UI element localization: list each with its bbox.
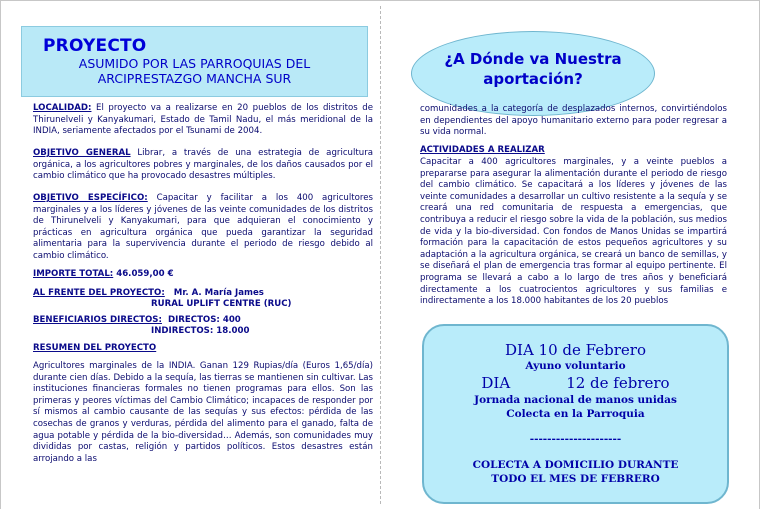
resumen-heading: RESUMEN DEL PROYECTO (33, 343, 157, 353)
question-line-2: aportación? (483, 70, 583, 88)
beneficiarios-line (33, 315, 241, 325)
separator-line: --------------------- (529, 433, 622, 445)
actividades-heading: ACTIVIDADES A REALIZAR (420, 145, 545, 155)
dia-12-date: 12 de febrero (566, 374, 670, 392)
objetivo-general-label: OBJETIVO GENERAL (33, 148, 131, 158)
importe-label: IMPORTE TOTAL: (33, 269, 114, 279)
objetivo-especifico-paragraph (33, 193, 373, 263)
localidad-label: LOCALIDAD: (33, 103, 92, 113)
objetivo-general-paragraph (33, 148, 373, 183)
colecta-domicilio-line: COLECTA A DOMICILIO DURANTE (472, 459, 679, 471)
beneficiarios-label: BENEFICIARIOS DIRECTOS: (33, 315, 162, 325)
ayuno-line: Ayuno voluntario (525, 360, 626, 372)
project-title: PROYECTO (43, 36, 147, 56)
project-subtitle-line1: ASUMIDO POR LAS PARROQUIAS DEL (78, 56, 311, 71)
importe-value: 46.059,00 € (113, 269, 174, 279)
objetivo-general-text: Librar, a través de una estrategia de agricultura orgánica, a los agricultores pobres y marginales, de los daños causados por el cambio climático que ha provocado desastres múltiples. (33, 148, 374, 182)
dia-12-label: DIA (481, 374, 511, 392)
dia-12-line (424, 374, 727, 392)
frente-label: AL FRENTE DEL PROYECTO: (33, 288, 165, 298)
bottom-strip (0, 509, 760, 522)
project-subtitle-line2: ARCIPRESTAZGO MANCHA SUR (97, 71, 292, 86)
frente-value-1: Mr. A. María James (173, 288, 264, 298)
column-divider (380, 6, 382, 504)
project-subtitle (22, 56, 367, 86)
frente-value-2: RURAL UPLIFT CENTRE (RUC) (151, 299, 292, 309)
question-text (412, 49, 654, 89)
importe-line (33, 269, 174, 279)
dia-10-line: DIA 10 de Febrero (505, 341, 646, 359)
beneficiarios-directos: DIRECTOS: 400 (167, 315, 241, 325)
objetivo-especifico-label: OBJETIVO ESPECÍFICO: (33, 193, 148, 203)
jornada-line: Jornada nacional de manos unidas (474, 394, 677, 406)
continuation-paragraph: comunidades a la categoría de desplazados internos, convirtiéndolos en dependientes del apoyo humanitario externo para poder regresar a su vida normal. (420, 104, 727, 138)
events-box (422, 324, 729, 504)
localidad-text: El proyecto va a realizarse en 20 pueblos de los distritos de Thirunelveli y Kanyakumari, Estado de Tamil Nadu, el más meridional de la INDIA, seriamente afectados por el Tsunami de 2004. (33, 103, 373, 137)
resumen-paragraph: Agricultores marginales de la INDIA. Ganan 129 Rupias/día (Euros 1,65/día) durante cien días. Debido a la sequía, las tierras se mantienen sin cultivar. Las instituciones financieras formales no tienen programas para ellos. Son las primeras y peores víctimas del Cambio Climático; incapaces de responder por sí mismos al cambio causante de las sequías y sus efectos: pérdida de las cosechas de granos y verduras, pérdida del alimento para el ganado, falta de agua potable y pérdida de la bio-diversidad… Además, son comunidades muy divididas por castas, religión y partidos políticos. Estos desastres están arrojando a las (33, 361, 373, 464)
beneficiarios-indirectos: INDIRECTOS: 18.000 (151, 326, 250, 336)
localidad-paragraph (33, 103, 373, 138)
actividades-paragraph: Capacitar a 400 agricultores marginales, y a veinte pueblos a prepararse para asegurar la alimentación durante el periodo de riesgo del cambio climático. Se capacitará a los líderes y jóvenes de las veinte comunidades a desarrollar un cultivo resistente a la sequía y se creará una red comunitaria de respuesta a emergencias, que contribuya a reducir el riesgo sobre la vida de la población, sus medios de vida y la bio-diversidad. Con fondos de Manos Unidas se impartirá formación para la capacitación de estos pequeños agricultores y su adaptación a la agricultura orgánica, se creará un banco de semillas, y se diseñará el plan de emergencia tras formar al equipo pertinente. El programa se llevará a cabo a lo largo de tres años y beneficiará directamente a los cuatrocientos agricultores y sus familias e indirectamente a los 18.000 habitantes de los 20 pueblos (420, 157, 727, 307)
objetivo-especifico-text: Capacitar y facilitar a los 400 agricultores marginales y a los líderes y jóvenes de las veinte comunidades de los distritos de Thirunelveli y Kanyakumari, para que adquieran el conocimiento y prácticas en agricultura orgánica que pueda garantizar la seguridad alimentaria para la supervivencia durante el periodo de riesgo debido al cambio climático. (33, 193, 373, 261)
mes-febrero-line: TODO EL MES DE FEBRERO (491, 473, 660, 485)
colecta-parroquia-line: Colecta en la Parroquia (506, 408, 645, 420)
project-title-box (21, 26, 368, 97)
frente-line (33, 288, 264, 298)
question-line-1: ¿A Dónde va Nuestra (444, 50, 622, 68)
